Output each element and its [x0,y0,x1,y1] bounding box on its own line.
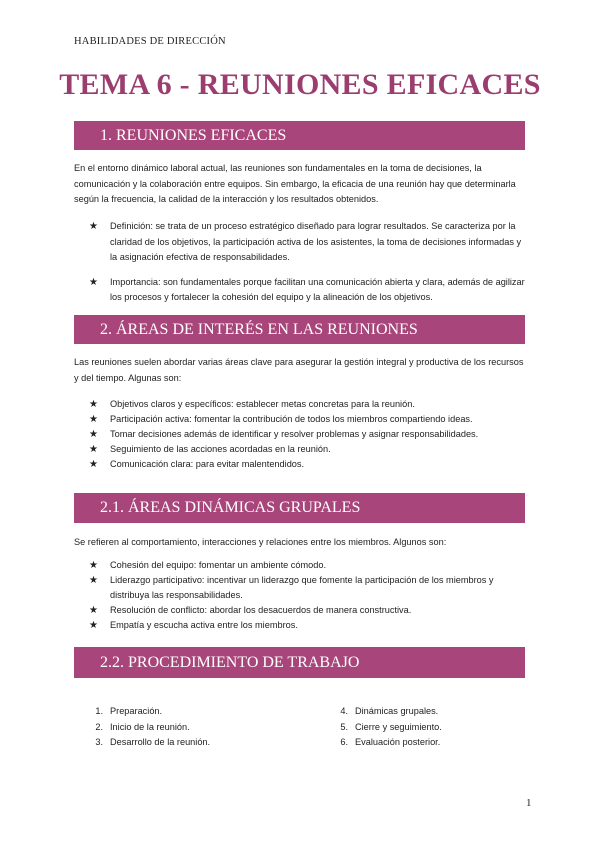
list-item-text: Liderazgo participativo: incentivar un liderazgo que fomente la participación de los miembros y distribuya las responsabilidades. [110,575,494,600]
section-heading-2-1: 2.1. ÁREAS DINÁMICAS GRUPALES [74,493,525,523]
list-item-text: Cohesión del equipo: fomentar un ambiente cómodo. [110,560,327,570]
list-item-text: Objetivos claros y específicos: establecer metas concretas para la reunión. [110,399,415,409]
section-2-1-intro: Se refieren al comportamiento, interacciones y relaciones entre los miembros. Algunos son: [74,537,447,547]
star-bullet-icon: ★ [89,276,98,288]
list-item [89,558,529,573]
star-bullet-icon: ★ [89,399,98,410]
section-1-intro: En el entorno dinámico laboral actual, las reuniones son fundamentales en la toma de decisiones, la comunicación y la colaboración entre equipos. Sin embargo, la eficacia de una reunión hay que determinarla según la frecuencia, la calidad de la interacción y los resultados obtenidos. [74,163,516,204]
list-item-text: Definición: se trata de un proceso estratégico diseñado para lograr resultados. Se caracteriza por la claridad de los objetivos, la participación activa de los asistentes, la toma de decisiones informadas y la asignación efectiva de responsabilidades. [110,221,522,262]
list-item [89,397,529,412]
star-bullet-icon: ★ [89,221,98,232]
list-item [89,618,529,633]
section-heading-2-2: 2.2. PROCEDIMIENTO DE TRABAJO [74,647,525,678]
list-item [89,457,529,472]
list-item [89,219,529,266]
list-item-text: Resolución de conflicto: abordar los desacuerdos de manera constructiva. [110,605,412,615]
star-bullet-icon: ★ [89,620,98,631]
star-bullet-icon: ★ [89,459,98,470]
star-bullet-icon: ★ [89,605,98,616]
section-heading-1: 1. REUNIONES EFICACES [74,121,525,150]
list-item [89,412,529,427]
running-header: HABILIDADES DE DIRECCIÓN [74,36,226,47]
list-item [89,275,529,306]
section-2-intro: Las reuniones suelen abordar varias áreas clave para asegurar la gestión integral y productiva de los recursos y del tiempo. Algunas son: [74,357,524,383]
star-bullet-icon: ★ [89,444,98,455]
list-item: 3. Desarrollo de la reunión. [95,737,211,747]
star-bullet-icon: ★ [89,429,98,440]
page-title: TEMA 6 - REUNIONES EFICACES [59,68,541,101]
list-item [89,603,529,618]
page-number: 1 [526,797,532,809]
section-2-1-bullets [89,558,529,633]
section-2-bullets [89,397,529,472]
list-item-text: Comunicación clara: para evitar malentendidos. [110,459,305,469]
list-item [89,427,529,442]
procedure-steps-right [334,704,524,751]
list-item-text: Tomar decisiones además de identificar y resolver problemas y asignar responsabilidades. [110,429,479,439]
list-item: 1. Preparación. [95,706,163,716]
star-bullet-icon: ★ [89,560,98,571]
list-item: 5. Cierre y seguimiento. [340,721,442,732]
star-bullet-icon: ★ [89,575,98,586]
section-1-bullets [89,219,529,306]
section-heading-2: 2. ÁREAS DE INTERÉS EN LAS REUNIONES [74,315,525,344]
star-bullet-icon: ★ [89,414,98,425]
list-item [89,573,529,603]
list-item: 2. Inicio de la reunión. [95,721,190,732]
list-item-text: Seguimiento de las acciones acordadas en la reunión. [110,444,331,454]
list-item: 4. Dinámicas grupales. [340,706,439,716]
list-item [89,442,529,457]
list-item: 6. Evaluación posterior. [340,737,441,747]
list-item-text: Participación activa: fomentar la contribución de todos los miembros compartiendo ideas. [110,414,473,424]
list-item-text: Empatía y escucha activa entre los miembros. [110,620,298,630]
list-item-text: Importancia: son fundamentales porque facilitan una comunicación abierta y clara, además de agilizar los procesos y fortalecer la cohesión del equipo y la alineación de los objetivos. [110,276,525,302]
procedure-steps-left [89,704,319,751]
